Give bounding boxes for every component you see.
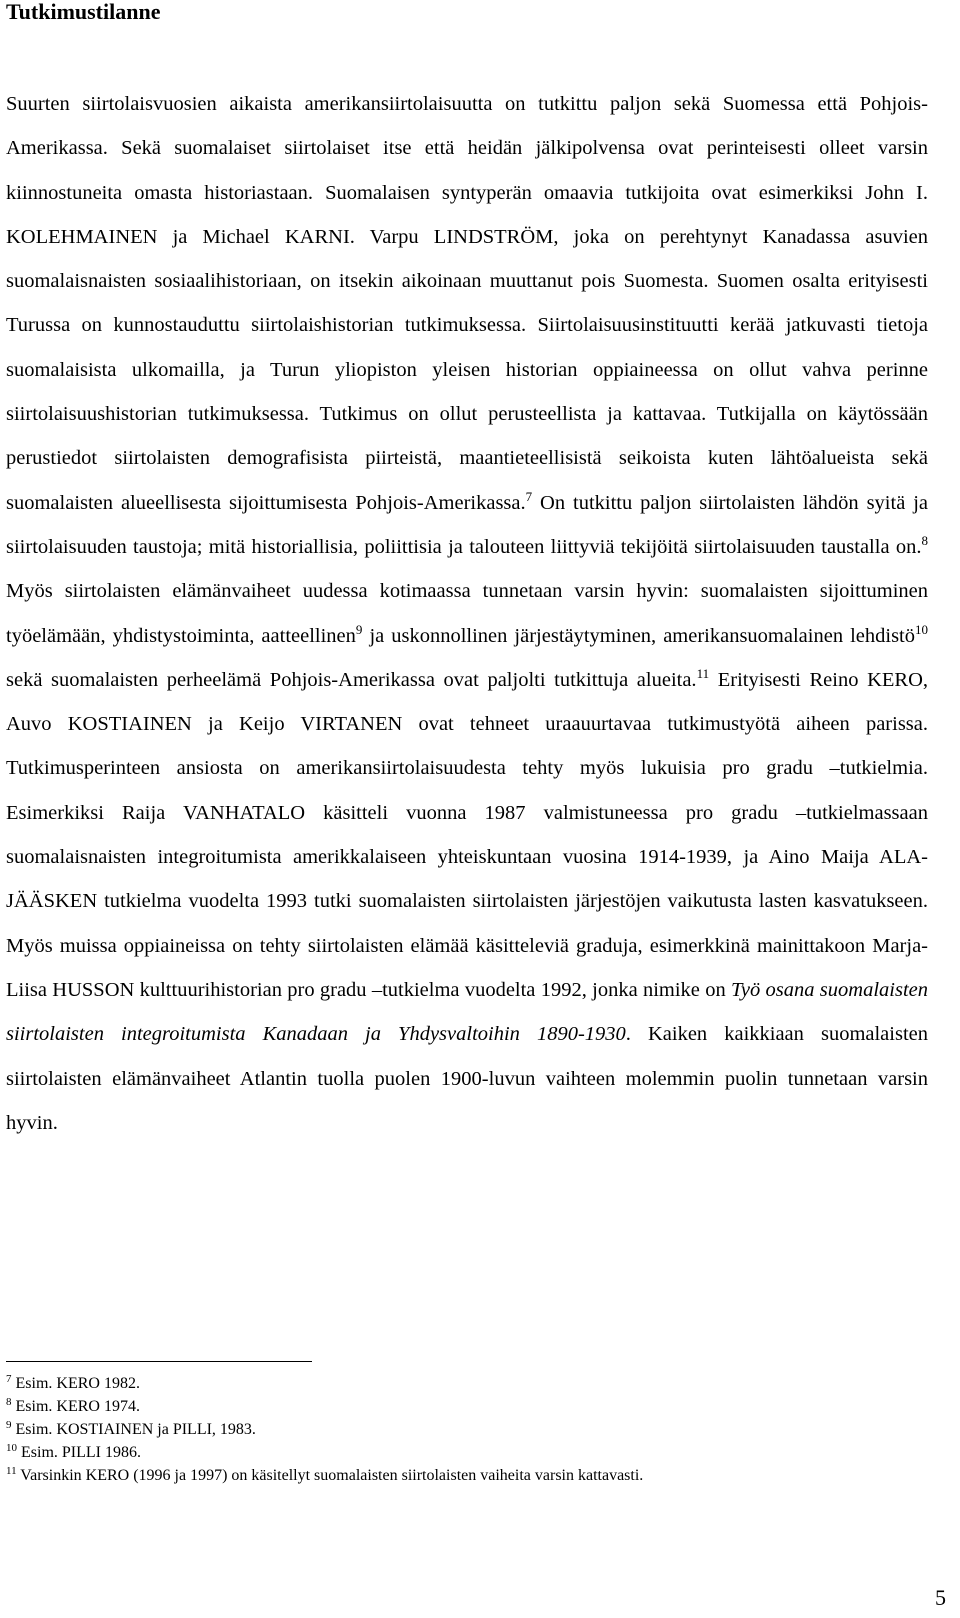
footnote-reference: 10 — [915, 621, 928, 637]
body-paragraph — [6, 82, 928, 1145]
paragraph-text: On tutkittu paljon siirtolaisten lähdön syitä ja siirtolaisuuden taustoja; mitä historiallisia, poliittisia ja talouteen liittyviä tekijöitä siirtolaisuuden taustalla on. — [6, 491, 928, 558]
footnote — [6, 1395, 926, 1418]
paragraph-text: . Kaiken kaikkiaan suomalaisten siirtolaisten elämänvaiheet Atlantin tuolla puolen 1900-luvun vaihteen molemmin puolin tunnetaan varsin hyvin. — [6, 1023, 928, 1134]
section-heading: Tutkimustilanne — [6, 0, 161, 24]
footnote-number: 11 — [6, 1465, 17, 1477]
footnote — [6, 1418, 926, 1441]
paragraph-text: sekä suomalaisten perheelämä Pohjois-Amerikassa ovat paljolti tutkittuja alueita. — [6, 668, 697, 691]
footnote-list — [6, 1372, 926, 1487]
footnote-text: Esim. KOSTIAINEN ja PILLI, 1983. — [11, 1421, 256, 1438]
footnote — [6, 1372, 926, 1395]
footnote-text: Esim. PILLI 1986. — [17, 1444, 141, 1461]
footnote-reference: 11 — [696, 665, 710, 681]
footnote-text: Varsinkin KERO (1996 ja 1997) on käsitellyt suomalaisten siirtolaisten vaiheita varsin kattavasti. — [16, 1467, 644, 1484]
footnote-number: 8 — [6, 1396, 12, 1408]
footnote-reference: 7 — [525, 488, 533, 504]
footnote-separator — [6, 1361, 312, 1362]
footnote — [6, 1441, 926, 1464]
footnote-number: 9 — [6, 1419, 12, 1431]
footnote-number: 10 — [6, 1442, 17, 1454]
footnote-reference: 9 — [355, 621, 363, 637]
paragraph-text: Suurten siirtolaisvuosien aikaista amerikansiirtolaisuutta on tutkittu paljon sekä Suomessa että Pohjois-Amerikassa. Sekä suomalaiset siirtolaiset itse että heidän jälkipolvensa ovat perinteisesti olleet varsin kiinnostuneita omasta historiastaan. Suomalaisen syntyperän omaavia tutkijoita ovat esimerkiksi John I. KOLEHMAINEN ja Michael KARNI. Varpu LINDSTRÖM, joka on perehtynyt Kanadassa asuvien suomalaisnaisten sosiaalihistoriaan, on itsekin aikoinaan muuttanut pois Suomesta. Suomen osalta erityisesti Turussa on kunnostauduttu siirtolaishistorian tutkimuksessa. Siirtolaisuusinstituutti kerää jatkuvasti tietoja suomalaisista ulkomailla, ja Turun yliopiston yleisen historian oppiaineessa on ollut vahva perinne siirtolaisuushistorian tutkimuksessa. Tutkimus on ollut perusteellista ja kattavaa. Tutkijalla on käytössään perustiedot siirtolaisten demografisista piirteistä, maantieteellisistä seikoista kuten lähtöalueista sekä suomalaisten alueellisesta sijoittumisesta Pohjois-Amerikassa. — [6, 93, 928, 514]
footnote-text: Esim. KERO 1974. — [11, 1398, 140, 1415]
paragraph-text: Erityisesti Reino KERO, Auvo KOSTIAINEN ja Keijo VIRTANEN ovat tehneet uraauurtavaa tutkimustyötä aiheen parissa. Tutkimusperinteen ansiosta on amerikansiirtolaisuudesta tehty myös lukuisia pro gradu –tutkielmia. Esimerkiksi Raija VANHATALO käsitteli vuonna 1987 valmistuneessa pro gradu –tutkielmassaan suomalaisnaisten integroitumista amerikkalaiseen yhteiskuntaan vuosina 1914-1939, ja Aino Maija ALA-JÄÄSKEN tutkielma vuodelta 1993 tutki suomalaisten siirtolaisten järjestöjen vaikutusta lasten kasvatukseen. Myös muissa oppiaineissa on tehty siirtolaisten elämää käsitteleviä graduja, esimerkkinä mainittakoon Marja-Liisa HUSSON kulttuurihistorian pro gradu –tutkielma vuodelta 1992, jonka nimike on — [6, 668, 928, 1001]
footnote — [6, 1464, 926, 1487]
paragraph-text: ja uskonnollinen järjestäytyminen, amerikansuomalainen lehdistö — [362, 624, 915, 647]
paragraph-text: Myös siirtolaisten elämänvaiheet uudessa kotimaassa tunnetaan varsin hyvin: suomalaisten sijoittuminen työelämään, yhdistystoiminta, aatteellinen — [6, 580, 928, 647]
thesis-title: Työ osana suomalaisten siirtolaisten integroitumista Kanadaan ja Yhdysvaltoihin 1890-1930 — [6, 978, 928, 1046]
page-number: 5 — [935, 1585, 946, 1610]
footnote-text: Esim. KERO 1982. — [11, 1375, 140, 1392]
footnote-number: 7 — [6, 1373, 12, 1385]
footnote-reference: 8 — [921, 532, 928, 548]
